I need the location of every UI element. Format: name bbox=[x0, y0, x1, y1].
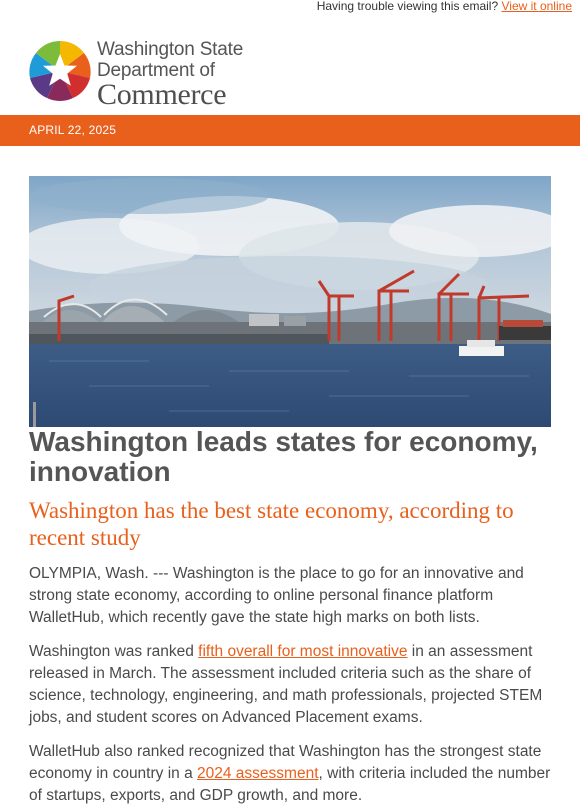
article bbox=[0, 427, 580, 807]
most-innovative-link[interactable]: fifth overall for most innovative bbox=[198, 643, 408, 660]
logo-line-2: Department of bbox=[97, 60, 215, 81]
spacer bbox=[0, 146, 580, 176]
paragraph-3-text-b: , with criteria included the number of startups, exports, and GDP growth, and more. bbox=[29, 765, 551, 804]
paragraph-2-text-b: in an assessment released in March. The assessment included criteria such as the share of science, technology, engineering, and math professionals, projected STEM jobs, and student scores on Advanced Placement exams. bbox=[29, 643, 543, 726]
paragraph-3 bbox=[29, 741, 551, 807]
article-headline: Washington leads states for economy, innovation bbox=[29, 426, 538, 487]
paragraph-1: OLYMPIA, Wash. --- Washington is the place to go for an innovative and strong state economy, according to online personal finance platform WalletHub, which recently gave the state high marks on both lists. bbox=[29, 565, 524, 626]
assessment-2024-link[interactable]: 2024 assessment bbox=[197, 765, 319, 782]
issue-date: APRIL 22, 2025 bbox=[29, 123, 117, 137]
email-header bbox=[0, 14, 580, 115]
article-subheadline: Washington has the best state economy, according to recent study bbox=[29, 498, 514, 550]
trouble-viewing-text: Having trouble viewing this email? bbox=[316, 0, 499, 13]
commerce-star-logo-icon[interactable] bbox=[29, 40, 91, 102]
logo-line-1: Washington State bbox=[97, 39, 244, 60]
paragraph-3-text-a: WalletHub also ranked recognized that Washington has the strongest state economy in country in a bbox=[29, 743, 542, 782]
email-top-bar bbox=[0, 0, 580, 14]
date-bar bbox=[0, 115, 580, 146]
view-online-link[interactable]: View it online bbox=[501, 0, 572, 13]
seattle-waterfront-photo bbox=[29, 176, 551, 427]
logo-wordmark[interactable] bbox=[97, 40, 243, 110]
paragraph-2 bbox=[29, 641, 551, 729]
logo-line-3: Commerce bbox=[97, 78, 227, 111]
paragraph-2-text-a: Washington was ranked bbox=[29, 643, 199, 660]
